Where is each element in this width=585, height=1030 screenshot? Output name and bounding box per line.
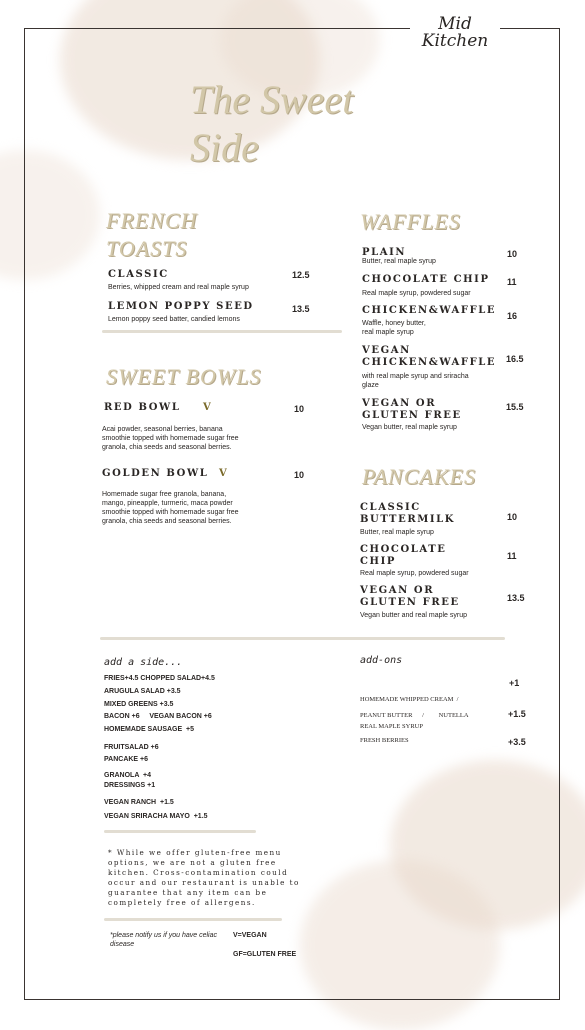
addon-price: +3.5 <box>508 737 526 747</box>
item-name: PLAIN <box>362 247 407 258</box>
addon-price: +1.5 <box>508 709 526 719</box>
item-description: Homemade sugar free granola, banana, mango, pineapple, turmeric, maca powder smoothie topped with homemade sugar free granola, chia seeds and seasonal berries. <box>102 491 239 525</box>
item-price: 12.5 <box>292 270 310 280</box>
item-price: 15.5 <box>506 402 524 412</box>
item-name: RED BOWL <box>104 402 181 413</box>
logo <box>410 16 500 54</box>
side-line: GRANOLA +4 <box>104 772 151 779</box>
gluten-disclaimer: * While we offer gluten-free menu options, we are not a gluten free kitchen. Cross-contamination could occur and our restaurant is unable to guarantee that any item can be completely free of allergens. <box>108 848 300 907</box>
item-price: 11 <box>507 277 517 287</box>
addon-label: FRESH BERRIES <box>360 737 409 744</box>
item-price: 11 <box>507 551 517 561</box>
item-price: 16.5 <box>506 354 524 364</box>
side-line: VEGAN RANCH +1.5 <box>104 799 174 806</box>
item-price: 10 <box>294 470 305 480</box>
item-description: Berries, whipped cream and real maple syrup <box>108 284 249 291</box>
item-name: LEMON POPPY SEED <box>108 301 254 312</box>
item-price: 10 <box>507 512 518 522</box>
item-price: 10 <box>294 404 305 414</box>
item-description: Butter, real maple syrup <box>362 258 436 265</box>
item-description: Vegan butter, real maple syrup <box>362 424 457 431</box>
side-line: FRUITSALAD +6 <box>104 744 159 751</box>
divider <box>100 637 505 640</box>
item-description: with real maple syrup and sriracha glaze <box>362 373 469 389</box>
side-line: FRIES+4.5 CHOPPED SALAD+4.5 <box>104 675 215 682</box>
item-price: 13.5 <box>507 593 525 603</box>
addon-label: PEANUT BUTTER / NUTELLA <box>360 712 469 719</box>
divider <box>104 918 282 921</box>
item-name: CHOCOLATE CHIP <box>362 274 490 285</box>
item-description: Acai powder, seasonal berries, banana smoothie topped with homemade sugar free granola, chia seeds and seasonal berries. <box>102 426 239 451</box>
vegan-tag: V <box>219 468 227 479</box>
addon-label: HOMEMADE WHIPPED CREAM / REAL MAPLE SYRUP <box>360 696 459 730</box>
celiac-note: *please notify us if you have celiac disease <box>110 932 218 948</box>
page-title-line-2: Side <box>190 125 259 170</box>
side-line: PANCAKE +6 <box>104 756 149 763</box>
vegan-tag: V <box>203 402 211 413</box>
legend-vegan: V=VEGAN <box>233 932 267 939</box>
legend-gluten-free: GF=GLUTEN FREE <box>233 951 297 958</box>
side-line: VEGAN SRIRACHA MAYO +1.5 <box>104 813 208 820</box>
item-description: Real maple syrup, powdered sugar <box>362 290 471 297</box>
divider <box>104 830 256 833</box>
side-line: MIXED GREENS +3.5 <box>104 701 174 708</box>
item-description: Lemon poppy seed batter, candied lemons <box>108 316 240 323</box>
item-description: Vegan butter and real maple syrup <box>360 612 468 619</box>
item-name: CHICKEN&WAFFLE <box>362 305 497 316</box>
section-heading-waffles: WAFFLES <box>360 209 461 234</box>
item-description: Waffle, honey butter, real maple syrup <box>362 320 426 336</box>
logo-line-1: Mid <box>438 14 472 34</box>
item-name: CHOCOLATE CHIP <box>360 544 447 567</box>
page-title-line-1: The Sweet <box>190 77 354 122</box>
item-name: GOLDEN BOWL <box>102 468 209 479</box>
addons-heading: add-ons <box>360 655 403 666</box>
item-price: 16 <box>507 311 518 321</box>
item-name: CLASSIC BUTTERMILK <box>360 502 456 525</box>
item-description: Real maple syrup, powdered sugar <box>360 570 469 577</box>
side-line: DRESSINGS +1 <box>104 782 156 789</box>
item-name: VEGAN OR GLUTEN FREE <box>360 585 460 608</box>
side-line: BACON +6 VEGAN BACON +6 <box>104 713 212 720</box>
item-price: 10 <box>507 249 518 259</box>
item-name: VEGAN CHICKEN&WAFFLE <box>362 345 497 368</box>
addon-price: +1 <box>509 678 520 688</box>
sides-heading: add a side... <box>104 657 183 668</box>
side-line: HOMEMADE SAUSAGE +5 <box>104 726 195 733</box>
divider <box>102 330 342 333</box>
item-name: CLASSIC <box>108 269 169 280</box>
item-description: Butter, real maple syrup <box>360 529 434 536</box>
section-heading-pancakes: PANCAKES <box>362 464 476 489</box>
section-heading-french-toasts-2: TOASTS <box>106 236 188 261</box>
side-line: ARUGULA SALAD +3.5 <box>104 688 181 695</box>
section-heading-sweet-bowls: SWEET BOWLS <box>106 364 262 389</box>
section-heading-french-toasts-1: FRENCH <box>106 208 198 233</box>
item-price: 13.5 <box>292 304 310 314</box>
item-name: VEGAN OR GLUTEN FREE <box>362 398 462 421</box>
logo-line-2: Kitchen <box>421 31 489 51</box>
